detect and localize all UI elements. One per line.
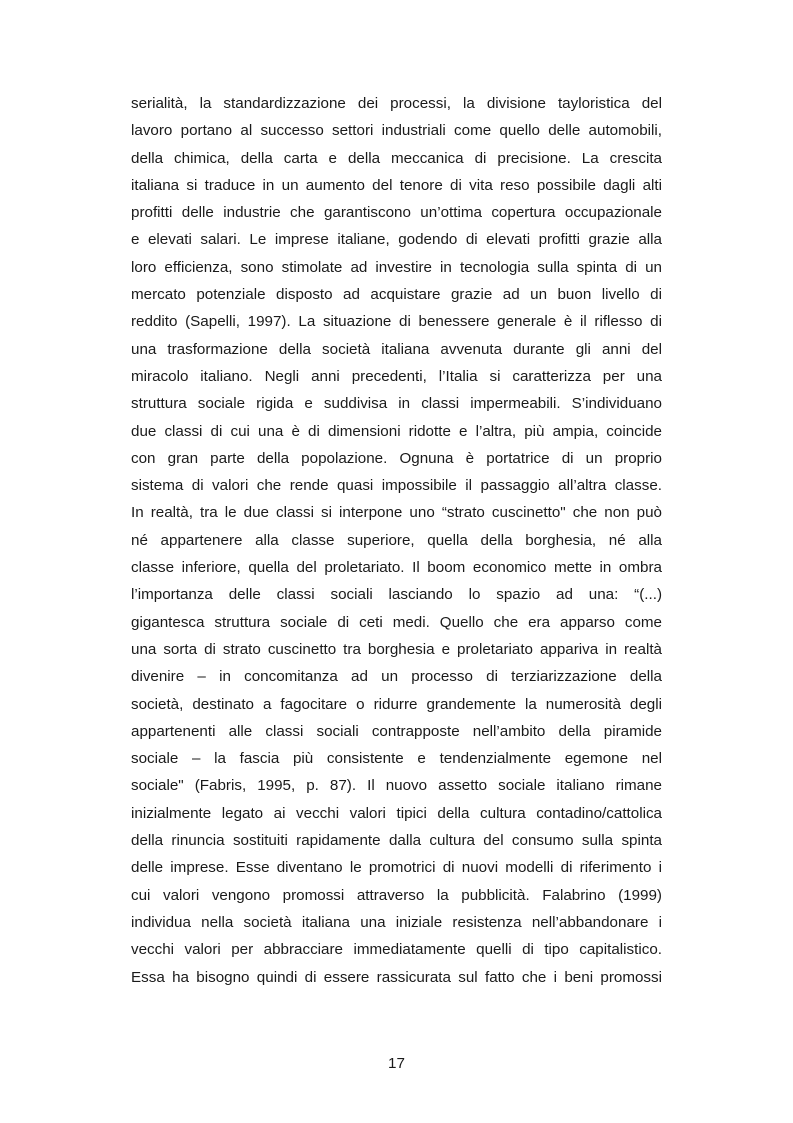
text-line: miracolo italiano. Negli anni precedenti, l’Italia si caratterizza per una xyxy=(131,367,662,385)
text-line: della chimica, della carta e della meccanica di precisione. La crescita xyxy=(131,149,662,167)
text-line: appartenenti alle classi sociali contrapposte nell’ambito della piramide xyxy=(131,722,662,740)
text-line: individua nella società italiana una iniziale resistenza nell’abbandonare i xyxy=(131,913,662,931)
text-line: loro efficienza, sono stimolate ad investire in tecnologia sulla spinta di un xyxy=(131,258,662,276)
text-line: cui valori vengono promossi attraverso la pubblicità. Falabrino (1999) xyxy=(131,886,662,904)
text-line: società, destinato a fagocitare o ridurre grandemente la numerosità degli xyxy=(131,695,662,713)
text-line: sistema di valori che rende quasi impossibile il passaggio all’altra classe. xyxy=(131,477,662,495)
text-line: sociale" (Fabris, 1995, p. 87). Il nuovo assetto sociale italiano rimane xyxy=(131,777,662,795)
text-line: reddito (Sapelli, 1997). La situazione di benessere generale è il riflesso di xyxy=(131,313,662,331)
text-line: delle imprese. Esse diventano le promotrici di nuovi modelli di riferimento i xyxy=(131,859,662,877)
text-line: gigantesca struttura sociale di ceti medi. Quello che era apparso come xyxy=(131,613,662,631)
text-line: con gran parte della popolazione. Ognuna è portatrice di un proprio xyxy=(131,449,662,467)
text-line: vecchi valori per abbracciare immediatamente quelli di tipo capitalistico. xyxy=(131,941,662,959)
text-line: In realtà, tra le due classi si interpone uno “strato cuscinetto" che non può xyxy=(131,504,662,522)
page-number: 17 xyxy=(388,1055,405,1072)
text-line: una sorta di strato cuscinetto tra borghesia e proletariato appariva in realtà xyxy=(131,640,662,658)
text-line: classe inferiore, quella del proletariato. Il boom economico mette in ombra xyxy=(131,559,662,577)
text-line: l’importanza delle classi sociali lasciando lo spazio ad una: “(...) xyxy=(131,586,662,604)
text-line: mercato potenziale disposto ad acquistare grazie ad un buon livello di xyxy=(131,286,662,304)
text-line: una trasformazione della società italiana avvenuta durante gli anni del xyxy=(131,340,662,358)
text-line: italiana si traduce in un aumento del tenore di vita reso possibile dagli alti xyxy=(131,176,662,194)
text-line: sociale – la fascia più consistente e tendenzialmente egemone nel xyxy=(131,750,662,768)
text-line: divenire – in concomitanza ad un processo di terziarizzazione della xyxy=(131,668,662,686)
text-line: della rinuncia sostituiti rapidamente dalla cultura del consumo sulla spinta xyxy=(131,832,662,850)
text-line: Essa ha bisogno quindi di essere rassicurata sul fatto che i beni promossi xyxy=(131,968,662,986)
text-line: due classi di cui una è di dimensioni ridotte e l’altra, più ampia, coincide xyxy=(131,422,662,440)
text-line: né appartenere alla classe superiore, quella della borghesia, né alla xyxy=(131,531,662,549)
text-line: profitti delle industrie che garantiscono un’ottima copertura occupazionale xyxy=(131,204,662,222)
text-line: inizialmente legato ai vecchi valori tipici della cultura contadino/cattolica xyxy=(131,804,662,822)
body-text xyxy=(131,90,662,991)
text-line: e elevati salari. Le imprese italiane, godendo di elevati profitti grazie alla xyxy=(131,231,662,249)
text-line: struttura sociale rigida e suddivisa in classi impermeabili. S’individuano xyxy=(131,395,662,413)
text-line: lavoro portano al successo settori industriali come quello delle automobili, xyxy=(131,122,662,140)
text-line: serialità, la standardizzazione dei processi, la divisione tayloristica del xyxy=(131,95,662,112)
